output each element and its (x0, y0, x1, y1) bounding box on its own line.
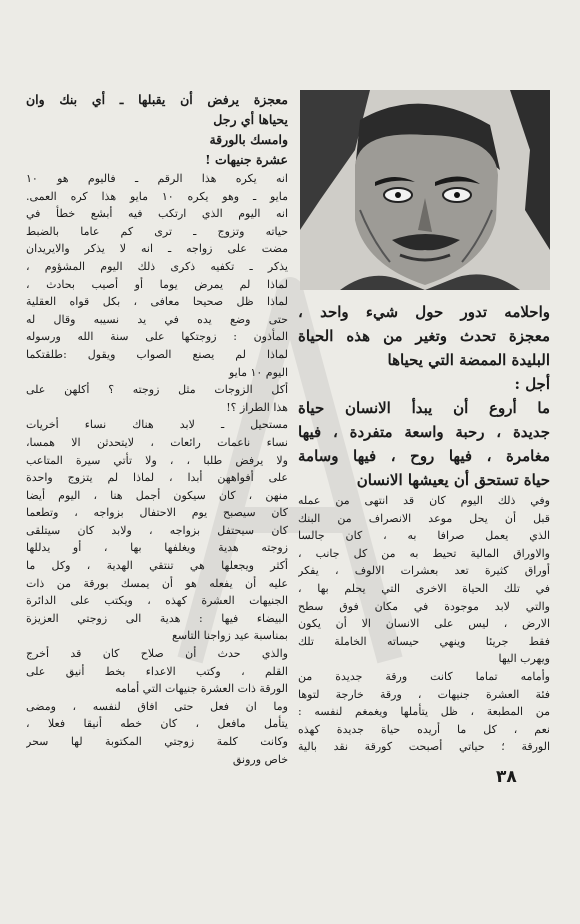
text-line: أكل الزوجات مثل زوجته ؟ أكلهن على (26, 383, 288, 397)
text-line: والاوراق المالية تحيط به من كل جانب ، (298, 546, 550, 560)
text-line: يتأمل مافعل ، كان خطه أنيقا فعلا ، (26, 717, 288, 731)
text-line: يذكر ـ تكفيه ذكرى ذلك اليوم المشؤوم ، (26, 259, 288, 273)
text-line: ما أروع أن يبدأ الانسان حياة (298, 399, 550, 417)
text-line: الجنيهات العشرة كهذه ، ويكتب على الدائرة (26, 594, 288, 608)
text-line: والذي حدث أن صلاح كان قد أخرج (26, 647, 288, 661)
text-line: لماذا ظل صحيحا معافى ، بكل قواه العقلية (26, 295, 288, 309)
text-line: انه اليوم الذي ارتكب فيه أبشع خطأ في (26, 207, 288, 221)
text-line: البليدة الممضة التي يحياها (387, 351, 550, 369)
text-line: والتي لابد موجودة في مكان فوق سطح (298, 599, 550, 613)
text-line: بمناسبة عيد زواجنا التاسع (172, 629, 288, 643)
text-line: جديدة ، رحبة واسعة متفردة ، فيها (298, 423, 550, 441)
text-line: زوجته هدية ويغلفها بها ، أو يدللها (26, 541, 288, 555)
right-article-column (298, 300, 550, 756)
text-line: وأمامه تماما كانت ورقة جديدة من (298, 669, 550, 683)
text-line: وكانت كلمة زوجتي المكتوبة لها سحر (26, 735, 288, 748)
text-line: الذي يعمل صرافا به ، كان جالسا (298, 529, 550, 543)
text-line: ولا يرفض طلبا ، ، ولا تأتي سيرة المتاعب (26, 453, 288, 467)
text-line: المأذون : زوجتكها على سنة الله ورسوله (26, 330, 288, 344)
text-line: فقط جريئا وينهي حيساته الخاملة تلك (298, 634, 550, 648)
text-line: منهن ، كان سيكون أجمل هنا ، اليوم أيضا (26, 488, 288, 502)
text-line: قبل أن يحل موعد الانصراف من البنك (298, 511, 550, 525)
text-line: الارض ، ليس على الانسان الا أن يكون (298, 617, 550, 631)
text-line: يحياها أي رجل (213, 112, 288, 127)
text-line: معجزة يرفض أن يقبلها ـ أي بنك وان (26, 92, 288, 107)
text-line: كان سيصبح يوم الاحتفال بزواجه ، وتطعما (26, 506, 288, 520)
illustration-portrait (300, 90, 550, 290)
text-line: هذا الطراز ؟! (226, 400, 288, 414)
text-line: فئة العشرة جنيهات ، ورقة خارجة لتوها (298, 687, 550, 701)
text-line: من المطبعة ، ظل يتأملها ويغمغم لنفسه : (298, 705, 550, 719)
text-line: نعم ، كل ما أريده حياة جديدة كهذه (298, 722, 550, 736)
text-line: كان سيحتفل بزواجه ، ولابد كان سيتلقى (26, 523, 288, 537)
text-line: نساء ناعمات رائعات ، لايتحدثن الا همسا، (26, 435, 288, 449)
text-line: أوراق كثيرة تعد بعشرات الالوف ، يفكر (298, 564, 550, 578)
text-line: عليه أن يفعله هو أن يمسك بورقة من ذات (26, 576, 288, 590)
text-line: واحلامه تدور حول شيء واحد ، (298, 303, 550, 321)
left-article-column (26, 90, 288, 768)
text-line: الورقة ؛ حياتي أصبحت كورقة نقد بالية (298, 740, 550, 754)
text-line: انه يكره هذا الرقم ـ فاليوم هو ١٠ (26, 172, 288, 185)
text-line: على أفواههن أبدا ، لماذا لم يتزوج واحدة (26, 471, 288, 485)
text-line: خاص ورونق (232, 752, 288, 766)
text-line: أجل : (514, 375, 550, 393)
text-line: حياة تستحق أن يعيشها الانسان (356, 471, 550, 489)
text-line: مغامرة ، فيها روح ، فيها وسامة (298, 447, 550, 465)
text-line: لماذا لم يصنع الصواب ويقول :طلقتكما (26, 347, 288, 361)
text-line: مضت على زواجه ـ انه لا يذكر والايريدان (26, 242, 288, 256)
text-line: في تلك الحياة الاخرى التي يحلم بها ، (298, 581, 550, 595)
text-line: حياته وتزوج ـ ترى كم عاما بالضبط (26, 224, 288, 238)
text-line: عشرة جنيهات ! (205, 152, 288, 167)
text-line: البيضاء فيها : هدية الى زوجتي العزيزة (26, 611, 288, 625)
text-line: وفي ذلك اليوم كان قد انتهى من عمله (298, 494, 550, 507)
text-line: حتى وضع يده في يد نسيبه وقال له (26, 312, 288, 326)
text-line: الورقة ذات العشرة جنيهات التي أمامه (115, 682, 288, 696)
text-line: وامسك بالورقة (209, 132, 288, 147)
text-line: مايو ـ وهو يكره ١٠ مايو هذا كره العمى. (26, 189, 288, 203)
text-line: مستحيل ـ لابد هناك نساء أخريات (26, 418, 288, 432)
text-line: أكثر ويجعلها هي تنتقي الهدية ، وكل ما (26, 559, 288, 573)
text-line: القلم ، وكتب الاعداء بخط أنيق على (26, 664, 288, 678)
text-line: وما ان فعل حتى افاق لنفسه ، ومضى (26, 699, 288, 713)
text-line: معجزة تحدث وتغير من هذه الحياة (298, 327, 550, 345)
text-line: اليوم ١٠ مايو (228, 365, 288, 379)
text-line: لماذا لم يمرض يوما أو أصيب بحادث ، (26, 277, 288, 291)
page-number: ٣٨ (496, 767, 517, 787)
text-line: ويهرب اليها (498, 652, 550, 666)
